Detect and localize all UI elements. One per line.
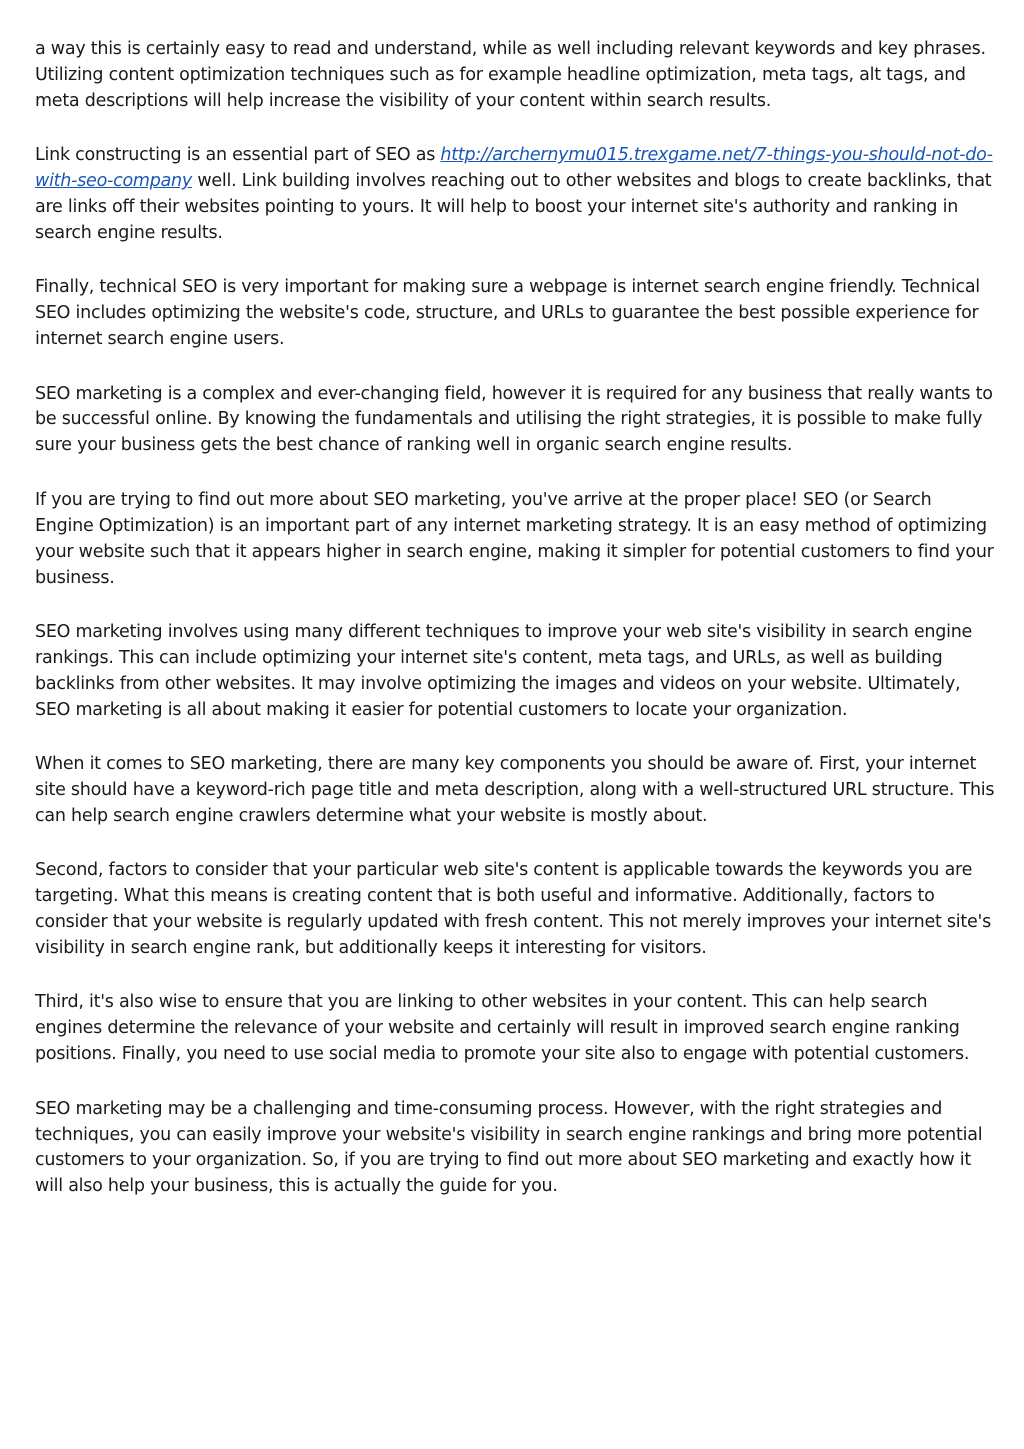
paragraph-conclusion: SEO marketing may be a challenging and time-consuming process. However, with the right strategies and techniques, you can easily improve your website's visibility in search engine rankings and bring more potential customers to your organization. So, if you are trying to find out more about SEO marketing and exactly how it will also help your business, this is actually the guide for you. bbox=[35, 1098, 983, 1197]
paragraph-seo-complex-field: SEO marketing is a complex and ever-changing field, however it is required for any business that really wants to be successful online. By knowing the fundamentals and utilising the right strategies, it is possible to make fully sure your business gets the best chance of ranking well in organic search engine results. bbox=[35, 383, 993, 456]
paragraph-intro-continuation: a way this is certainly easy to read and understand, while as well including relevant keywords and key phrases. Utilizing content optimization techniques such as for example headline optimization, meta tags, alt tags, and meta descriptions will help increase the visibility of your content within search results. bbox=[35, 39, 986, 111]
paragraph-find-out-more: If you are trying to find out more about SEO marketing, you've arrive at the proper place! SEO (or Search Engine Optimization) is an important part of any internet marketing strategy. It is an easy method of optimizing your website such that it appears higher in search engine, making it simpler for potential customers to find your business. bbox=[35, 489, 994, 588]
paragraph-content-relevance: Second, factors to consider that your particular web site's content is applicable towards the keywords you are targeting. What this means is creating content that is both useful and informative. Additionally, factors to consider that your website is regularly updated with fresh content. This not merely improves your internet site's visibility in search engine rank, but additionally keeps it interesting for visitors. bbox=[35, 860, 991, 958]
paragraph-technical-seo: Finally, technical SEO is very important for making sure a webpage is internet search engine friendly. Technical SEO includes optimizing the website's code, structure, and URLs to guarantee the best possible experience for internet search engine users. bbox=[35, 277, 980, 350]
paragraph-link-building-rest: well. Link building involves reaching out to other websites and blogs to create backlinks, that are links off their websites pointing to yours. It will help to boost your internet site's authority and ranking in search engine results. bbox=[35, 171, 992, 243]
document-body bbox=[35, 37, 995, 1229]
article-link[interactable]: http://archernymu015.trexgame.net/7-things-you-should-not-do-with-seo-company bbox=[35, 145, 993, 192]
paragraph-link-building-lead: Link constructing is an essential part of SEO as bbox=[35, 145, 441, 166]
paragraph-link-building bbox=[35, 143, 995, 247]
paragraph-linking: Third, it's also wise to ensure that you are linking to other websites in your content. This can help search engines determine the relevance of your website and certainly will result in improved search engine ranking positions. Finally, you need to use social media to promote your site also to engage with potential customers. bbox=[35, 992, 970, 1065]
paragraph-techniques: SEO marketing involves using many different techniques to improve your web site's visibility in search engine rankings. This can include optimizing your internet site's content, meta tags, and URLs, as well as building backlinks from other websites. It may involve optimizing the images and videos on your website. Ultimately, SEO marketing is all about making it easier for potential customers to locate your organization. bbox=[35, 621, 973, 720]
paragraph-key-components: When it comes to SEO marketing, there are many key components you should be aware of. First, your internet site should have a keyword-rich page title and meta description, along with a well-structured URL structure. This can help search engine crawlers determine what your website is mostly about. bbox=[35, 754, 995, 826]
